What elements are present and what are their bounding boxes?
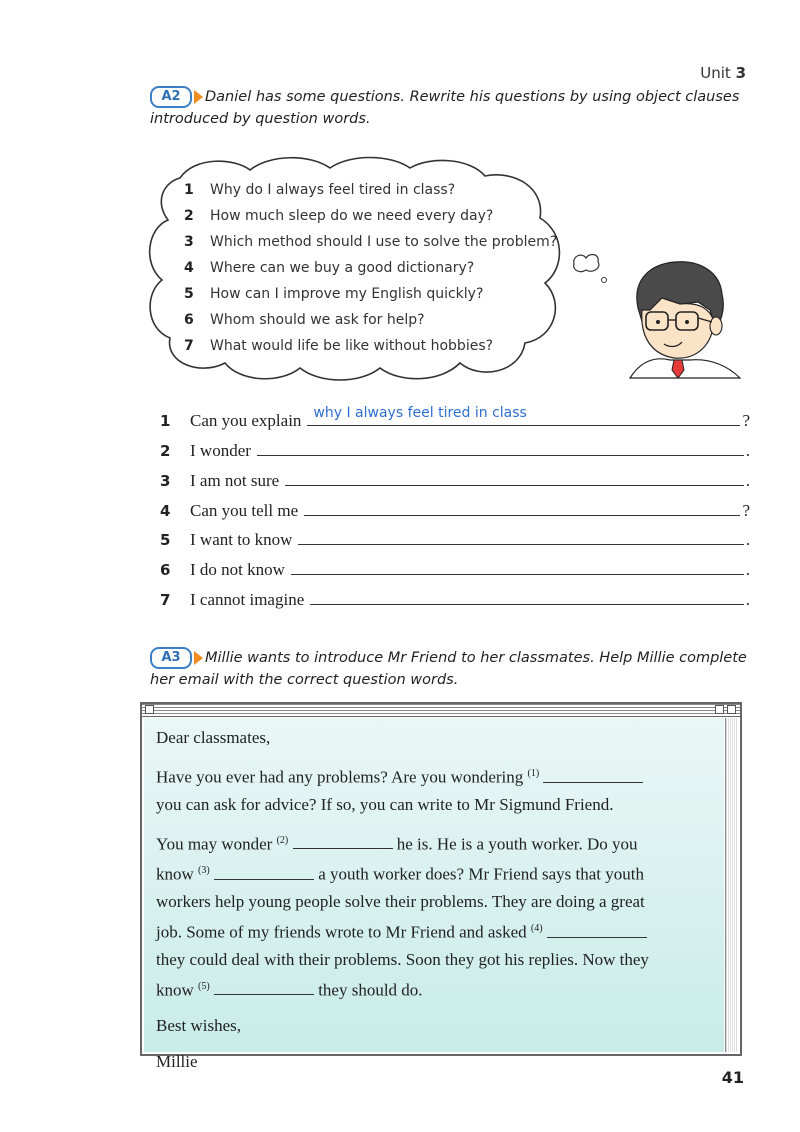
question-item [184, 282, 483, 306]
question-number: 7 [184, 338, 194, 354]
a2-badge-label: A2 [150, 86, 192, 108]
question-number: 5 [184, 286, 194, 302]
question-item [184, 334, 493, 358]
email-blank[interactable] [214, 978, 314, 995]
answer-row [160, 587, 750, 611]
answer-end: . [745, 530, 750, 549]
email-body [144, 718, 724, 1072]
answer-fill: why I always feel tired in class [313, 405, 527, 421]
play-arrow-icon [194, 90, 203, 104]
answer-number: 2 [160, 442, 171, 460]
answer-lead: I am not sure [190, 471, 280, 490]
email-closing: Best wishes, [156, 1016, 241, 1036]
answer-lead: Can you tell me [190, 501, 299, 520]
answer-blank[interactable] [307, 405, 740, 426]
email-text: know [156, 864, 194, 884]
question-text: Whom should we ask for help? [210, 312, 425, 328]
email-text: know [156, 980, 194, 1000]
question-text: Why do I always feel tired in class? [210, 182, 456, 198]
question-text: What would life be like without hobbies? [210, 338, 494, 354]
blank-marker: (2) [276, 834, 289, 846]
blank-marker: (5) [198, 980, 210, 992]
email-text: workers help young people solve their problems. They are doing a great [156, 891, 645, 911]
unit-label [700, 64, 746, 82]
a3-badge-label: A3 [150, 647, 192, 669]
question-text: Where can we buy a good dictionary? [210, 260, 475, 276]
question-item [184, 230, 557, 254]
answer-end: ? [742, 501, 750, 520]
question-item [184, 204, 493, 228]
email-paragraph-2 [156, 827, 712, 1004]
a3-instruction-line2: her email with the correct question words. [150, 672, 459, 688]
question-text: Which method should I use to solve the problem? [210, 234, 558, 250]
email-blank[interactable] [547, 921, 647, 938]
email-blank[interactable] [543, 766, 643, 783]
unit-number: 3 [735, 64, 746, 82]
zoom-box-icon[interactable] [715, 705, 724, 714]
unit-label-text: Unit [700, 64, 731, 82]
answer-blank[interactable] [304, 498, 740, 516]
email-text: You may wonder [156, 834, 273, 854]
question-text: How much sleep do we need every day? [210, 208, 494, 224]
answer-blank[interactable] [310, 587, 744, 605]
play-arrow-icon [194, 651, 203, 665]
a2-instruction-line1: Daniel has some questions. Rewrite his questions by using object clauses [205, 89, 740, 105]
answer-lead: I wonder [190, 441, 251, 460]
answer-lead: Can you explain [190, 411, 302, 430]
email-text: he is. He is a youth worker. Do you [396, 834, 638, 854]
answer-number: 4 [160, 502, 171, 520]
email-blank[interactable] [293, 832, 393, 849]
answer-blank[interactable] [285, 468, 744, 486]
question-number: 2 [184, 208, 194, 224]
email-text: you can ask for advice? If so, you can write to Mr Sigmund Friend. [156, 794, 614, 814]
email-window [140, 702, 742, 1072]
blank-marker: (1) [527, 768, 540, 779]
question-number: 3 [184, 234, 194, 250]
a2-instruction-line2: introduced by question words. [150, 111, 371, 127]
question-number: 1 [184, 182, 194, 198]
blank-marker: (3) [198, 865, 210, 877]
question-item [184, 308, 425, 332]
answer-number: 5 [160, 531, 171, 549]
answer-row [160, 498, 750, 522]
answer-row [160, 468, 750, 492]
a2-badge [150, 86, 192, 108]
answer-end: . [745, 590, 750, 609]
page-number: 41 [721, 1068, 744, 1087]
answer-number: 1 [160, 412, 171, 430]
answer-end: . [745, 441, 750, 460]
email-greeting: Dear classmates, [156, 728, 271, 747]
question-item [184, 178, 455, 202]
close-box-icon[interactable] [145, 705, 154, 714]
a3-instruction-line1: Millie wants to introduce Mr Friend to her classmates. Help Millie complete [205, 650, 747, 666]
email-title-bar [142, 704, 740, 717]
question-number: 6 [184, 312, 194, 328]
email-text: Have you ever had any problems? Are you wondering [156, 767, 524, 787]
email-blank[interactable] [214, 863, 314, 880]
answer-number: 7 [160, 591, 171, 609]
answer-row [160, 438, 750, 462]
answer-blank[interactable] [298, 527, 743, 545]
question-text: How can I improve my English quickly? [210, 286, 484, 302]
answer-blank[interactable] [257, 438, 744, 456]
answer-row [160, 405, 750, 432]
answer-row [160, 557, 750, 581]
answer-number: 6 [160, 561, 171, 579]
blank-marker: (4) [530, 922, 543, 934]
answer-number: 3 [160, 472, 171, 490]
email-signature: Millie [156, 1052, 198, 1072]
answer-end: ? [742, 411, 750, 430]
email-text: a youth worker does? Mr Friend says that youth [318, 864, 644, 884]
collapse-box-icon[interactable] [727, 705, 736, 714]
answer-end: . [745, 560, 750, 579]
boy-character-illustration [570, 250, 750, 380]
answer-end: . [745, 471, 750, 490]
email-paragraph-1 [156, 760, 712, 818]
answer-blank[interactable] [291, 557, 744, 575]
question-number: 4 [184, 260, 194, 276]
answer-lead: I want to know [190, 530, 293, 549]
answer-lead: I do not know [190, 560, 285, 579]
email-scrollbar[interactable] [725, 718, 738, 1052]
email-text: they should do. [318, 980, 423, 1000]
email-text: job. Some of my friends wrote to Mr Friend and asked [156, 922, 527, 942]
a3-badge [150, 647, 192, 669]
answer-lead: I cannot imagine [190, 590, 305, 609]
email-text: they could deal with their problems. Soon they got his replies. Now they [156, 949, 649, 969]
question-item [184, 256, 474, 280]
answer-row [160, 527, 750, 551]
